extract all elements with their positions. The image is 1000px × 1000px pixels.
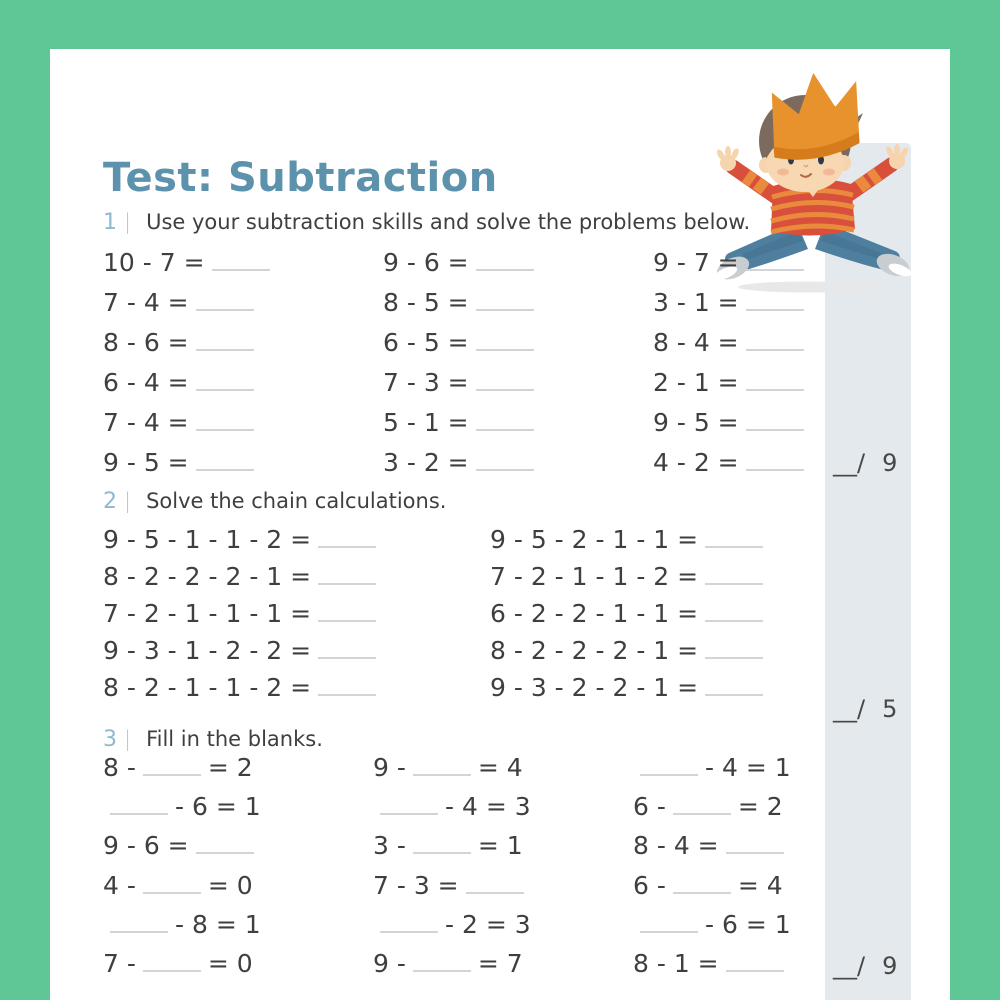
math-problem xyxy=(373,949,633,988)
score-box-section-2 xyxy=(833,695,897,723)
answer-blank[interactable] xyxy=(413,836,471,854)
math-problem xyxy=(373,792,633,831)
math-problem xyxy=(653,248,825,288)
answer-blank[interactable] xyxy=(110,915,168,933)
equation-text: = 2 xyxy=(737,792,783,822)
equation-text: 9 - xyxy=(373,948,406,978)
answer-blank[interactable] xyxy=(110,797,168,815)
answer-blank[interactable] xyxy=(705,567,763,585)
equation-text: 8 - 2 - 2 - 2 - 1 = xyxy=(103,562,312,591)
math-problem xyxy=(633,949,825,988)
score-total: 9 xyxy=(882,449,898,477)
math-problem xyxy=(383,248,653,288)
section-divider: | xyxy=(124,727,132,751)
equation-text: 2 - 1 = xyxy=(653,368,739,397)
answer-blank[interactable] xyxy=(466,876,524,894)
answer-blank[interactable] xyxy=(746,333,804,351)
answer-blank[interactable] xyxy=(640,915,698,933)
section-instruction: Use your subtraction skills and solve the problems below. xyxy=(146,210,751,234)
equation-text: 8 - 4 = xyxy=(653,328,739,357)
answer-blank[interactable] xyxy=(380,797,438,815)
answer-blank[interactable] xyxy=(143,758,201,776)
answer-blank[interactable] xyxy=(413,954,471,972)
equation-text: 6 - 5 = xyxy=(383,328,469,357)
equation-text: 8 - xyxy=(103,753,136,782)
math-problem xyxy=(103,562,490,599)
math-problem xyxy=(653,288,825,328)
score-line[interactable]: __/ xyxy=(833,695,866,723)
answer-blank[interactable] xyxy=(318,530,376,548)
answer-blank[interactable] xyxy=(476,413,534,431)
section-divider: | xyxy=(124,489,132,513)
answer-blank[interactable] xyxy=(746,253,804,271)
equation-text: - 8 = 1 xyxy=(175,909,261,939)
answer-blank[interactable] xyxy=(746,293,804,311)
answer-blank[interactable] xyxy=(746,453,804,471)
page-title: Test: Subtraction xyxy=(103,155,498,201)
answer-blank[interactable] xyxy=(476,293,534,311)
answer-blank[interactable] xyxy=(196,413,254,431)
answer-blank[interactable] xyxy=(726,836,784,854)
answer-blank[interactable] xyxy=(318,604,376,622)
equation-text: 9 - 7 = xyxy=(653,248,739,277)
equation-text: 3 - xyxy=(373,831,406,861)
math-problem xyxy=(383,368,653,408)
section-2-header xyxy=(103,489,446,517)
math-problem xyxy=(103,871,373,910)
equation-text: = 4 xyxy=(477,753,523,782)
answer-blank[interactable] xyxy=(318,641,376,659)
math-problem xyxy=(103,368,383,408)
equation-text: = 1 xyxy=(477,831,523,861)
math-problem xyxy=(373,831,633,870)
math-problem xyxy=(373,753,633,792)
equation-text: 9 - xyxy=(373,753,406,782)
worksheet-page xyxy=(50,49,950,1000)
equation-text: 7 - 3 = xyxy=(383,368,469,397)
answer-blank[interactable] xyxy=(380,915,438,933)
equation-text: 6 - xyxy=(633,870,666,900)
score-box-section-1 xyxy=(833,449,897,477)
math-problem xyxy=(103,248,383,288)
equation-text: 8 - 2 - 1 - 1 - 2 = xyxy=(103,673,312,702)
equation-text: 6 - xyxy=(633,792,666,822)
equation-text: 9 - 3 - 2 - 2 - 1 = xyxy=(490,673,699,702)
math-problem xyxy=(373,910,633,949)
math-problem xyxy=(373,871,633,910)
answer-blank[interactable] xyxy=(476,453,534,471)
answer-blank[interactable] xyxy=(705,604,763,622)
math-problem xyxy=(103,792,373,831)
answer-blank[interactable] xyxy=(476,253,534,271)
math-problem xyxy=(633,831,825,870)
equation-text: 7 - xyxy=(103,948,136,978)
answer-blank[interactable] xyxy=(476,373,534,391)
equation-text: - 6 = 1 xyxy=(175,792,261,822)
section-number: 3 xyxy=(103,727,117,752)
answer-blank[interactable] xyxy=(746,413,804,431)
section-2-problems xyxy=(103,525,825,710)
answer-blank[interactable] xyxy=(143,876,201,894)
equation-text: = 0 xyxy=(207,870,253,900)
equation-text: 8 - 2 - 2 - 2 - 1 = xyxy=(490,636,699,665)
math-problem xyxy=(490,636,825,673)
score-total: 5 xyxy=(882,695,898,723)
equation-text: - 2 = 3 xyxy=(445,909,531,939)
answer-blank[interactable] xyxy=(673,797,731,815)
math-problem xyxy=(103,448,383,488)
answer-blank[interactable] xyxy=(640,758,698,776)
equation-text: 6 - 4 = xyxy=(103,368,189,397)
answer-blank[interactable] xyxy=(196,293,254,311)
equation-text: 7 - 4 = xyxy=(103,288,189,317)
section-3-problems xyxy=(103,753,825,988)
section-3-header xyxy=(103,727,323,755)
answer-blank[interactable] xyxy=(705,530,763,548)
equation-text: 4 - xyxy=(103,870,136,900)
math-problem xyxy=(103,599,490,636)
equation-text: - 6 = 1 xyxy=(705,909,791,939)
answer-blank[interactable] xyxy=(673,876,731,894)
math-problem xyxy=(383,328,653,368)
math-problem xyxy=(103,910,373,949)
equation-text: 7 - 3 = xyxy=(373,870,459,900)
math-problem xyxy=(103,408,383,448)
equation-text: - 4 = 3 xyxy=(445,792,531,822)
equation-text: 9 - 5 = xyxy=(653,408,739,437)
equation-text: - 4 = 1 xyxy=(705,753,791,782)
math-problem xyxy=(653,408,825,448)
math-problem xyxy=(490,562,825,599)
equation-text: 9 - 6 = xyxy=(103,831,189,861)
equation-text: 10 - 7 = xyxy=(103,248,205,277)
equation-text: 9 - 6 = xyxy=(383,248,469,277)
score-box-section-3 xyxy=(833,952,897,980)
answer-blank[interactable] xyxy=(476,333,534,351)
section-divider: | xyxy=(124,210,132,234)
score-line[interactable]: __/ xyxy=(833,952,866,980)
answer-blank[interactable] xyxy=(318,678,376,696)
equation-text: 9 - 5 = xyxy=(103,448,189,477)
math-problem xyxy=(383,448,653,488)
answer-blank[interactable] xyxy=(726,954,784,972)
math-problem xyxy=(490,599,825,636)
section-instruction: Fill in the blanks. xyxy=(146,727,323,751)
equation-text: 9 - 5 - 1 - 1 - 2 = xyxy=(103,525,312,554)
equation-text: = 0 xyxy=(207,948,253,978)
math-problem xyxy=(103,636,490,673)
crown xyxy=(767,69,862,162)
equation-text: 9 - 5 - 2 - 1 - 1 = xyxy=(490,525,699,554)
answer-blank[interactable] xyxy=(196,453,254,471)
math-problem xyxy=(103,753,373,792)
equation-text: 7 - 4 = xyxy=(103,408,189,437)
math-problem xyxy=(383,288,653,328)
equation-text: 9 - 3 - 1 - 2 - 2 = xyxy=(103,636,312,665)
equation-text: 8 - 1 = xyxy=(633,948,719,978)
math-problem xyxy=(103,673,490,710)
answer-blank[interactable] xyxy=(143,954,201,972)
math-problem xyxy=(633,753,825,792)
answer-blank[interactable] xyxy=(212,253,270,271)
equation-text: = 7 xyxy=(477,948,523,978)
math-problem xyxy=(633,871,825,910)
math-problem xyxy=(103,328,383,368)
answer-blank[interactable] xyxy=(705,641,763,659)
math-problem xyxy=(633,792,825,831)
equation-text: 6 - 2 - 2 - 1 - 1 = xyxy=(490,599,699,628)
answer-blank[interactable] xyxy=(196,333,254,351)
section-number: 1 xyxy=(103,210,117,235)
section-1-header xyxy=(103,210,750,238)
answer-blank[interactable] xyxy=(746,373,804,391)
equation-text: 8 - 4 = xyxy=(633,831,719,861)
answer-blank[interactable] xyxy=(196,373,254,391)
math-problem xyxy=(383,408,653,448)
equation-text: 8 - 6 = xyxy=(103,328,189,357)
math-problem xyxy=(103,949,373,988)
equation-text: 3 - 2 = xyxy=(383,448,469,477)
answer-blank[interactable] xyxy=(705,678,763,696)
section-instruction: Solve the chain calculations. xyxy=(146,489,447,513)
section-number: 2 xyxy=(103,489,117,514)
answer-blank[interactable] xyxy=(196,836,254,854)
math-problem xyxy=(103,831,373,870)
math-problem xyxy=(103,288,383,328)
equation-text: = 4 xyxy=(737,870,783,900)
equation-text: 4 - 2 = xyxy=(653,448,739,477)
equation-text: 5 - 1 = xyxy=(383,408,469,437)
math-problem xyxy=(653,368,825,408)
answer-blank[interactable] xyxy=(318,567,376,585)
score-total: 9 xyxy=(882,952,898,980)
answer-blank[interactable] xyxy=(413,758,471,776)
math-problem xyxy=(653,448,825,488)
math-problem xyxy=(490,673,825,710)
equation-text: 3 - 1 = xyxy=(653,288,739,317)
score-line[interactable]: __/ xyxy=(833,449,866,477)
math-problem xyxy=(103,525,490,562)
section-1-problems xyxy=(103,248,825,488)
equation-text: 7 - 2 - 1 - 1 - 1 = xyxy=(103,599,312,628)
math-problem xyxy=(653,328,825,368)
equation-text: = 2 xyxy=(207,753,253,782)
math-problem xyxy=(490,525,825,562)
math-problem xyxy=(633,910,825,949)
equation-text: 7 - 2 - 1 - 1 - 2 = xyxy=(490,562,699,591)
equation-text: 8 - 5 = xyxy=(383,288,469,317)
